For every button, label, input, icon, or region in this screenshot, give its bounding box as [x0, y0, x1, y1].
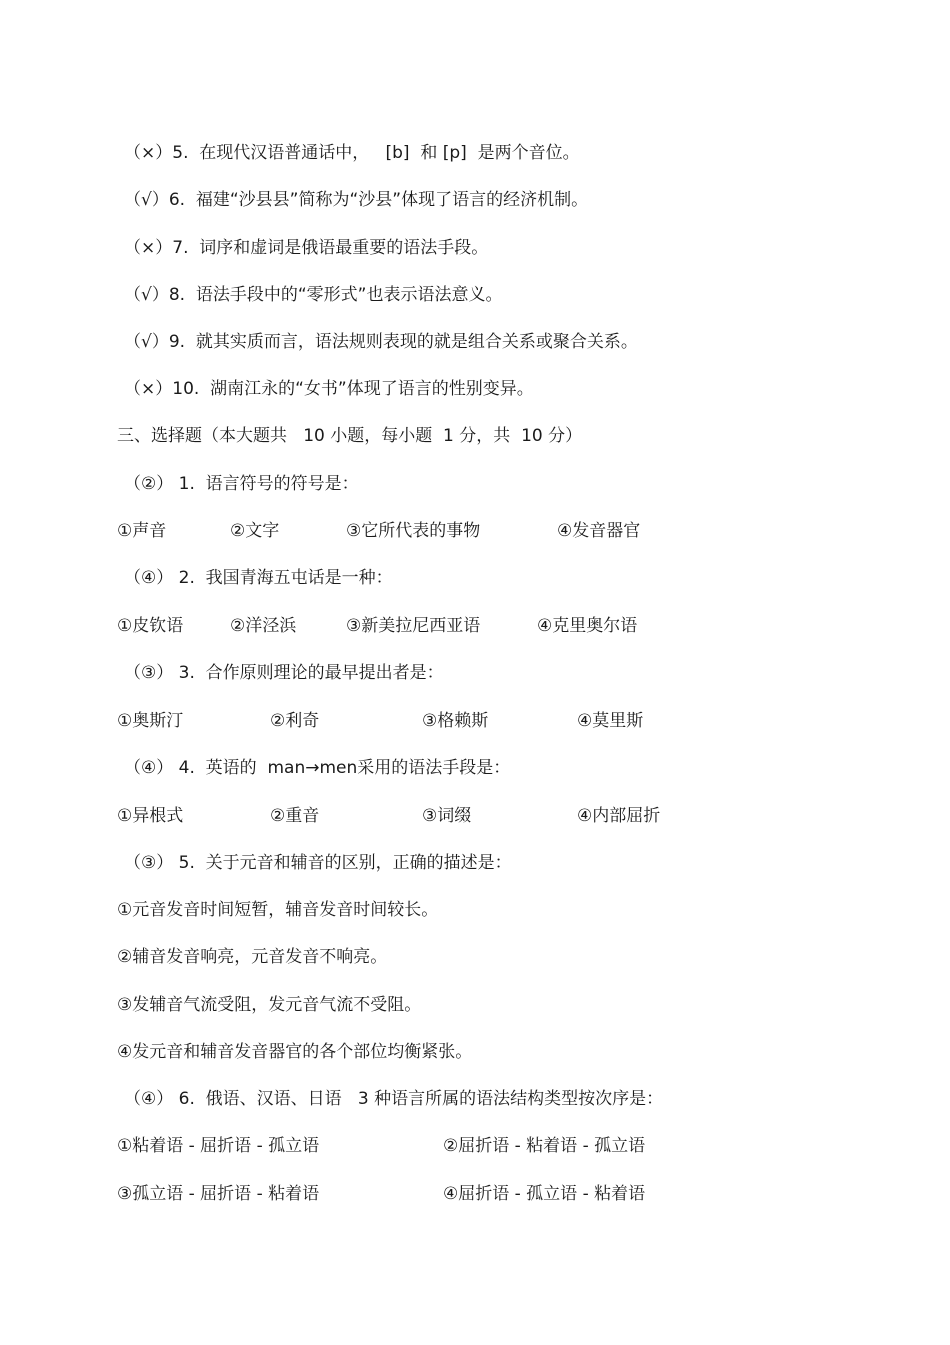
- option: ④克里奥尔语: [537, 616, 638, 636]
- option: ③它所代表的事物: [346, 521, 481, 541]
- answer-mark: （√）: [124, 285, 169, 305]
- choice-question-4: （④） 4. 英语的 man→men采用的语法手段是：: [124, 758, 511, 778]
- option: ③格赖斯: [422, 711, 489, 731]
- option: ③新美拉尼西亚语: [346, 616, 481, 636]
- option: ②重音: [270, 806, 320, 826]
- choice-question-5: （③） 5. 关于元音和辅音的区别，正确的描述是：: [124, 853, 512, 873]
- option: ③孤立语 - 屈折语 - 粘着语: [117, 1184, 320, 1204]
- option: ④莫里斯: [577, 711, 644, 731]
- choice-question-6: （④） 6. 俄语、汉语、日语 3 种语言所属的语法结构类型按次序是：: [124, 1089, 664, 1109]
- answer-mark: （√）: [124, 332, 169, 352]
- option: ①皮钦语: [117, 616, 184, 636]
- option: ②洋泾浜: [230, 616, 297, 636]
- section-heading: 三、选择题（本大题共 10 小题，每小题 1 分，共 10 分）: [117, 426, 583, 446]
- item-text: 10. 湖南江永的“女书”体现了语言的性别变异。: [172, 379, 534, 399]
- judgement-item-8: [124, 284, 503, 306]
- item-text: 8. 语法手段中的“零形式”也表示语法意义。: [168, 285, 503, 305]
- option: ②辅音发音响亮，元音发音不响亮。: [117, 947, 388, 967]
- judgement-item-9: [124, 331, 638, 353]
- option: ①元音发音时间短暂，辅音发音时间较长。: [117, 900, 439, 920]
- choice-question-1: （②） 1. 语言符号的符号是：: [124, 474, 359, 494]
- option: ①声音: [117, 521, 167, 541]
- choice-question-2: （④） 2. 我国青海五屯话是一种：: [124, 568, 393, 588]
- item-text: 7. 词序和虚词是俄语最重要的语法手段。: [172, 238, 489, 258]
- option: ③词缀: [422, 806, 472, 826]
- judgement-item-7: [124, 237, 488, 259]
- option: ④屈折语 - 孤立语 - 粘着语: [443, 1184, 646, 1204]
- item-text: 6. 福建“沙县县”简称为“沙县”体现了语言的经济机制。: [168, 190, 589, 210]
- option: ④内部屈折: [577, 806, 661, 826]
- item-text: 5. 在现代汉语普通话中， [b] 和 [p] 是两个音位。: [172, 143, 580, 163]
- option: ②文字: [230, 521, 280, 541]
- judgement-item-10: [124, 378, 534, 400]
- option: ②利奇: [270, 711, 320, 731]
- option: ②屈折语 - 粘着语 - 孤立语: [443, 1136, 646, 1156]
- answer-mark: （×）: [124, 143, 173, 163]
- option: ①粘着语 - 屈折语 - 孤立语: [117, 1136, 320, 1156]
- answer-mark: （√）: [124, 190, 169, 210]
- item-text: 9. 就其实质而言，语法规则表现的就是组合关系或聚合关系。: [168, 332, 638, 352]
- option: ④发元音和辅音发音器官的各个部位均衡紧张。: [117, 1042, 473, 1062]
- judgement-item-5: [124, 142, 580, 164]
- judgement-item-6: [124, 189, 588, 211]
- choice-question-3: （③） 3. 合作原则理论的最早提出者是：: [124, 663, 444, 683]
- option: ④发音器官: [557, 521, 641, 541]
- option: ③发辅音气流受阻，发元音气流不受阻。: [117, 995, 422, 1015]
- option: ①奥斯汀: [117, 711, 184, 731]
- answer-mark: （×）: [124, 379, 173, 399]
- answer-mark: （×）: [124, 238, 173, 258]
- option: ①异根式: [117, 806, 184, 826]
